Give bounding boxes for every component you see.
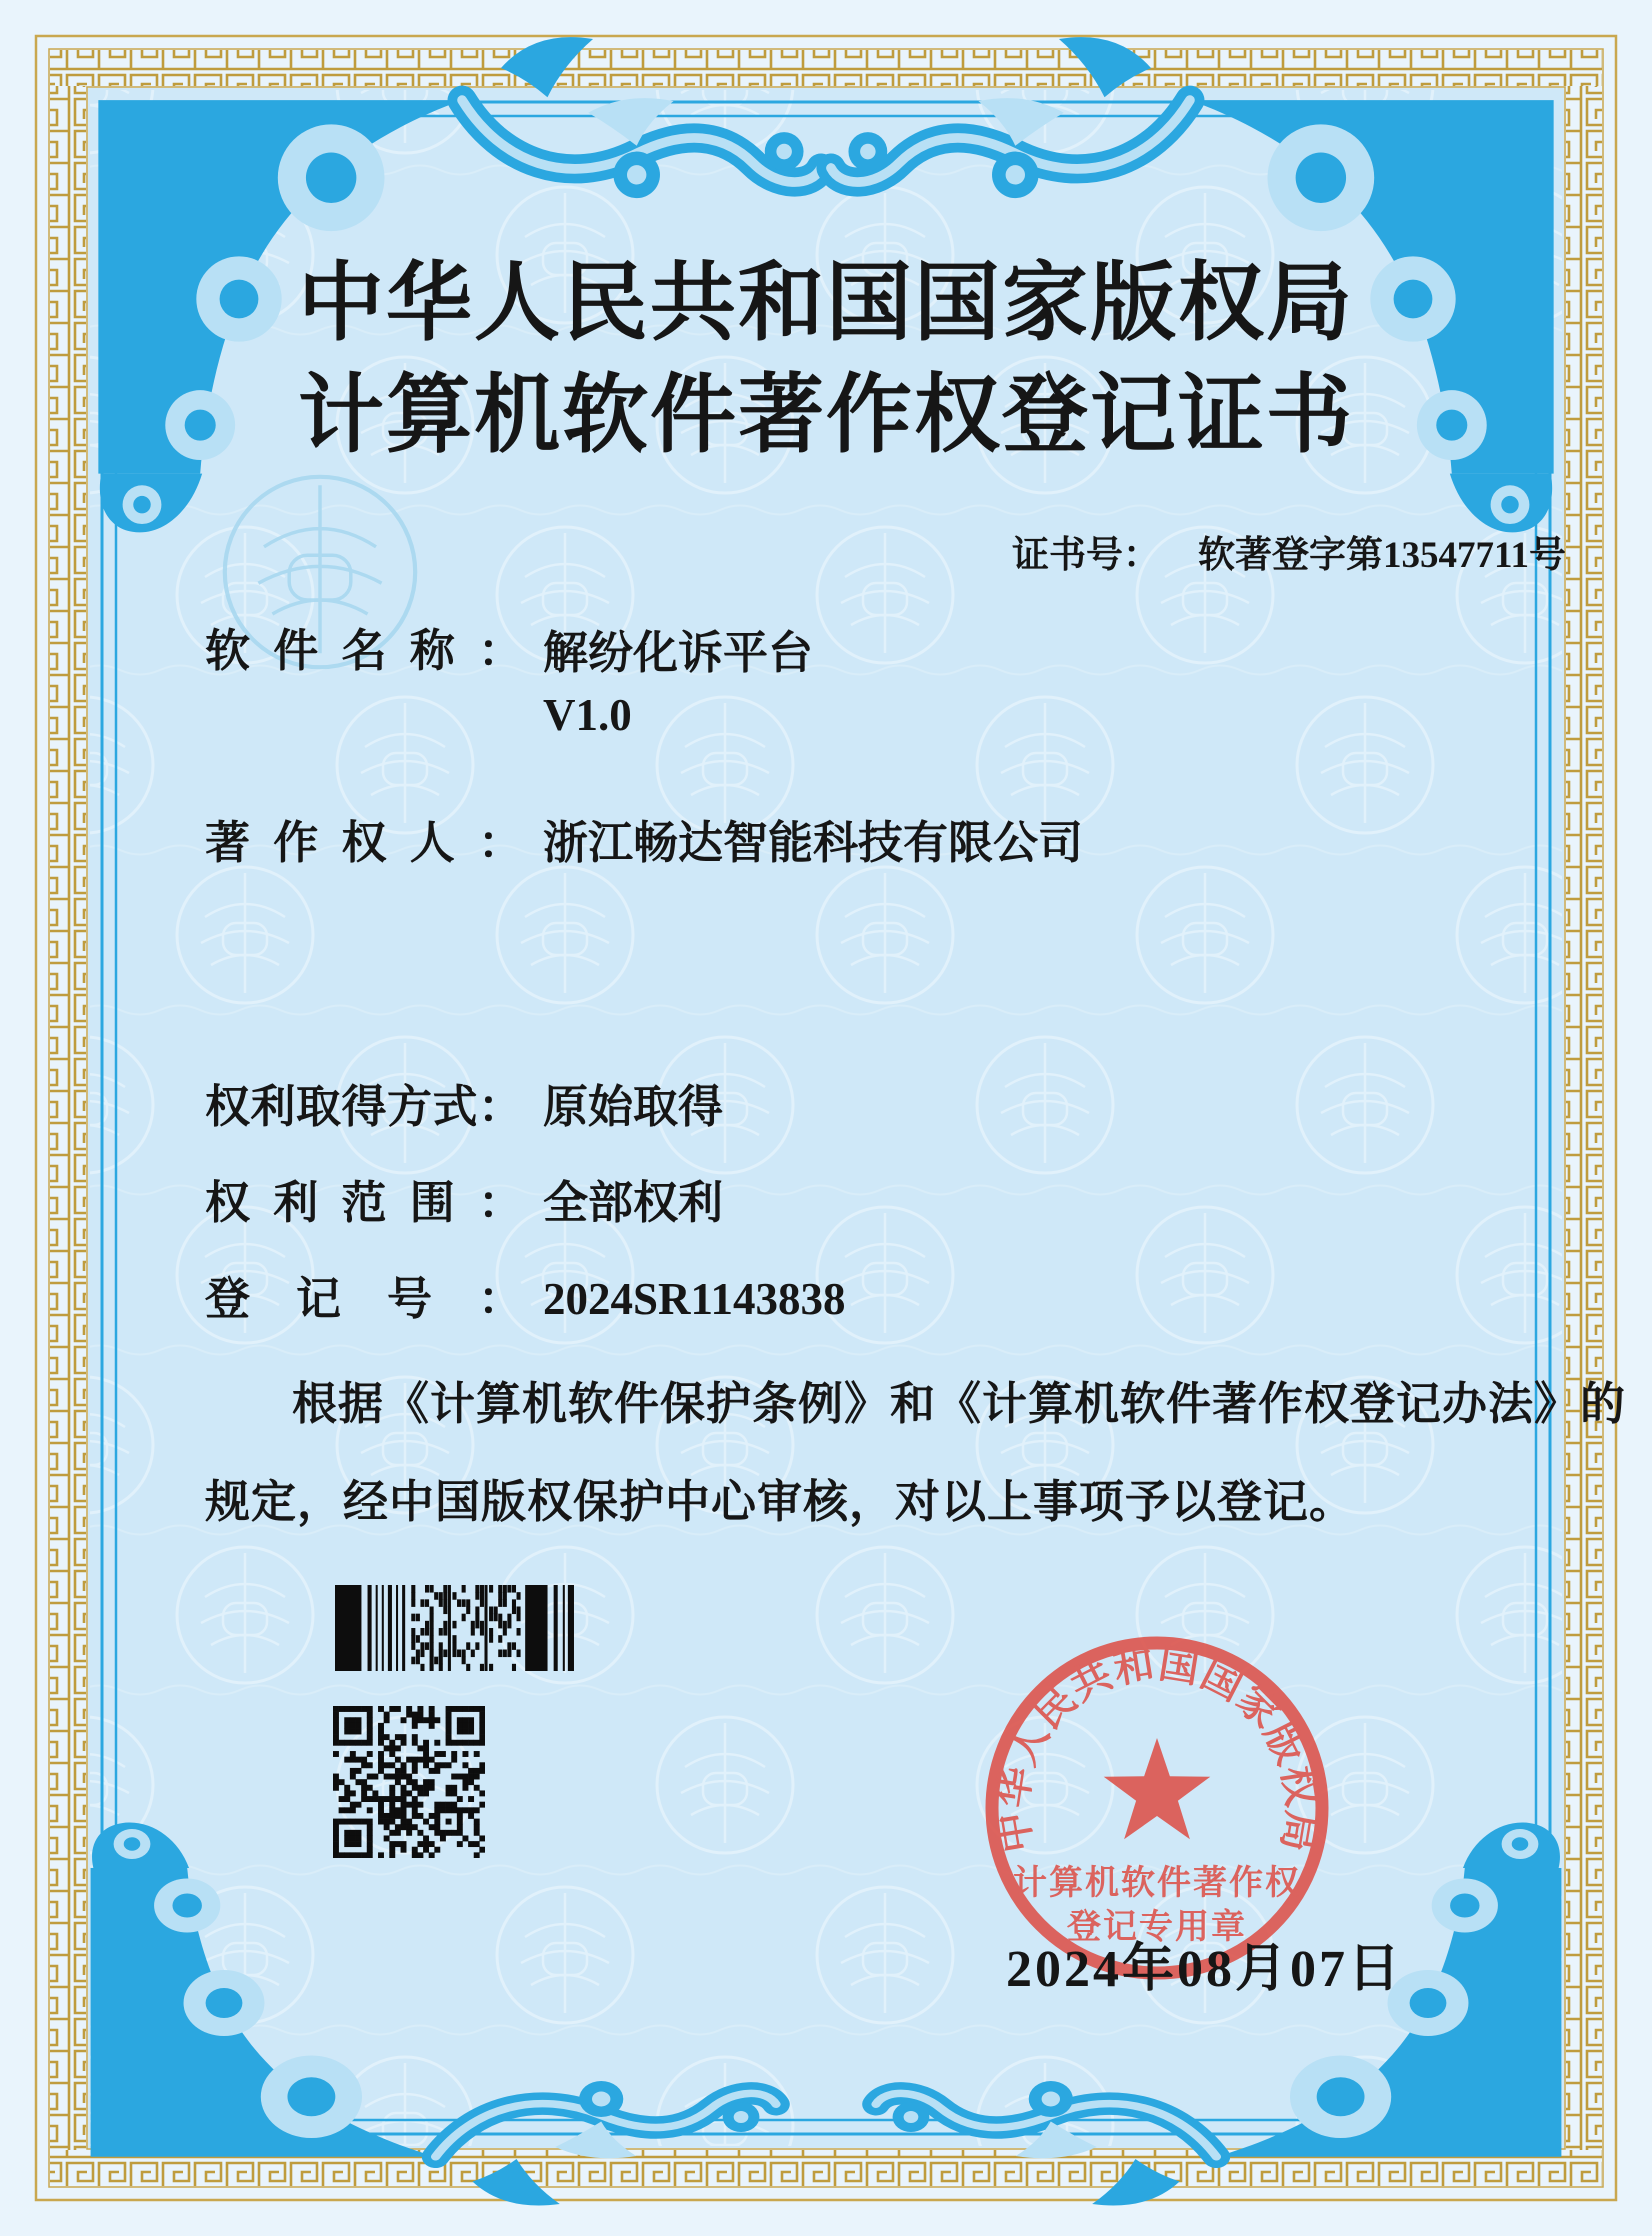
certificate-number-value: 软著登字第13547711号 [1198,535,1566,576]
registration-number-label: 登记号： [205,1274,523,1324]
registration-number-value: 2024SR1143838 [543,1274,846,1324]
field-rights-acquisition [205,1078,723,1136]
copyright-owner-label: 著作权人： [205,818,523,868]
qr-code [333,1706,485,1858]
rights-scope-label: 权利范围： [205,1178,523,1228]
software-name-value: 解纷化诉平台 [543,628,814,678]
field-rights-scope [205,1174,723,1232]
rights-scope-value: 全部权利 [543,1178,724,1228]
certificate-number-label: 证书号： [1012,535,1160,576]
field-software-name [205,622,813,746]
software-version-value: V1.0 [543,690,632,740]
copyright-owner-value: 浙江畅达智能科技有限公司 [543,818,1084,868]
seal-text-line1: 计算机软件著作权 [1013,1865,1301,1902]
seal-ring-text: 中华人民共和国国家版权局 [989,1640,1325,1856]
star-icon [1104,1738,1211,1839]
statement-line1: 根据《计算机软件保护条例》和《计算机软件著作权登记办法》的 [292,1379,1627,1429]
barcode [335,1585,575,1671]
field-copyright-owner [205,814,1083,872]
rights-acquisition-value: 原始取得 [543,1082,724,1132]
field-registration-number [205,1270,846,1328]
software-name-label: 软件名称： [205,626,523,676]
page-title-line1: 中华人民共和国国家版权局 [298,255,1354,351]
certificate-number [1012,524,1566,578]
seal-text-line2: 登记专用章 [1067,1909,1247,1946]
page-title-line2: 计算机软件著作权登记证书 [298,367,1354,463]
rights-acquisition-label: 权利取得方式： [205,1082,523,1132]
issue-date: 2024年08月07日 [1006,1941,1404,1998]
statement-line2: 规定，经中国版权保护中心审核，对以上事项予以登记。 [205,1477,1356,1527]
